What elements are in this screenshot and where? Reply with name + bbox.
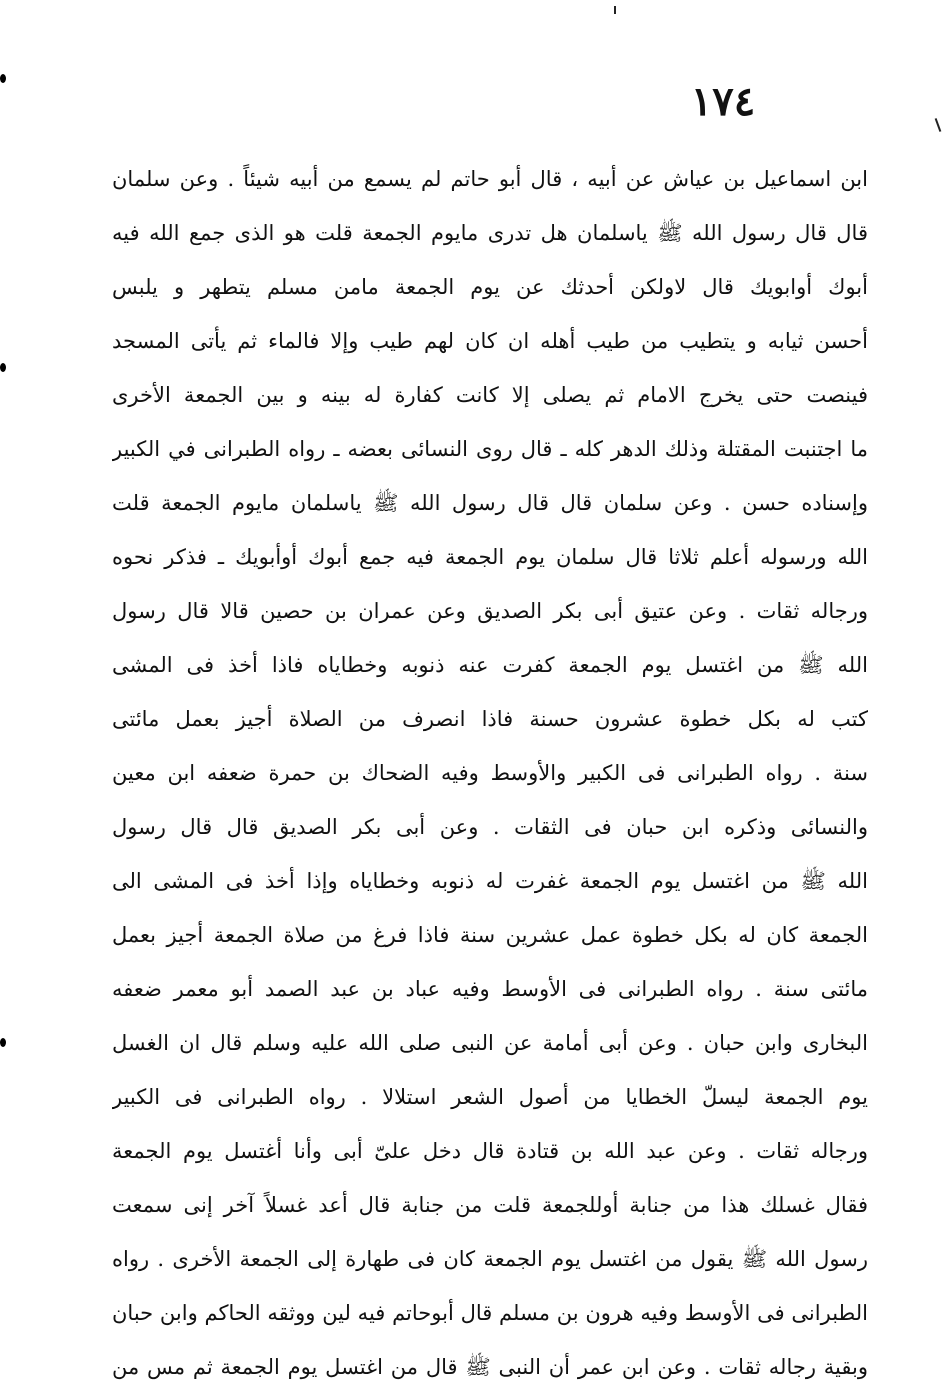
text-line: أبوك أوابويك قال لاولكن أحدثك عن يوم الجمعة مامن مسلم يتطهر و يلبس xyxy=(112,275,868,299)
text-line: ورجاله ثقات . وعن عتيق أبى بكر الصديق وعن عمران بن حصين قالا قال رسول xyxy=(112,599,868,623)
text-line: الجمعة كان له بكل خطوة عمل عشرين سنة فاذا فرغ من صلاة الجمعة أجيز بعمل xyxy=(112,923,868,947)
ink-speck xyxy=(614,6,616,14)
text-line: فينصت حتى يخرج الامام ثم يصلى إلا كانت كفارة له بينه و بين الجمعة الأخرى xyxy=(112,383,868,407)
text-line: ابن اسماعيل بن عياش عن أبيه ، قال أبو حاتم لم يسمع من أبيه شيئاً . وعن سلمان xyxy=(112,167,868,191)
text-line: الله ﷺ من اغتسل يوم الجمعة غفرت له ذنوبه وخطاياه وإذا أخذ فى المشى الى xyxy=(112,869,868,893)
text-line: ورجاله ثقات . وعن عبد الله بن قتادة قال دخل علىّ أبى وأنا أغتسل يوم الجمعة xyxy=(112,1139,868,1163)
text-line: الله ﷺ من اغتسل يوم الجمعة كفرت عنه ذنوبه وخطاياه فاذا أخذ فى المشى xyxy=(112,653,868,677)
text-line: وبقية رجاله ثقات . وعن ابن عمر أن النبى ﷺ قال من اغتسل يوم الجمعة ثم مس من xyxy=(112,1355,868,1379)
left-margin-dot xyxy=(0,363,6,372)
text-line: مائتى سنة . رواه الطبرانى فى الأوسط وفيه عباد بن عبد الصمد أبو معمر ضعفه xyxy=(112,977,868,1001)
text-line: قال قال رسول الله ﷺ ياسلمان هل تدرى مايوم الجمعة قلت هو الذى جمع الله فيه xyxy=(112,221,868,245)
text-line: والنسائى وذكره ابن حبان فى الثقات . وعن أبى بكر الصديق قال قال رسول xyxy=(112,815,868,839)
page-number: ١٧٤ xyxy=(690,78,756,125)
ink-speck xyxy=(935,118,942,132)
text-line: الطبرانى فى الأوسط وفيه هرون بن مسلم قال أبوحاتم فيه لين ووثقه الحاكم وابن حبان xyxy=(112,1301,868,1325)
body-text xyxy=(112,152,868,1394)
text-line: رسول الله ﷺ يقول من اغتسل يوم الجمعة كان فى طهارة إلى الجمعة الأخرى . رواه xyxy=(112,1247,868,1271)
text-line: الله ورسوله أعلم ثلاثا قال سلمان يوم الجمعة فيه جمع أبوك أوأبويك ـ فذكر نحوه xyxy=(112,545,868,569)
text-line: ما اجتنبت المقتلة وذلك الدهر كله ـ قال روى النسائى بعضه ـ رواه الطبرانى في الكبير xyxy=(112,437,868,461)
text-line: كتب له بكل خطوة عشرون حسنة فاذا انصرف من الصلاة أجيز بعمل مائتى xyxy=(112,707,868,731)
text-line: فقال غسلك هذا من جنابة أوللجمعة قلت من جنابة قال أعد غسلاً آخر إنى سمعت xyxy=(112,1193,868,1217)
left-margin-dot xyxy=(0,1038,6,1047)
left-margin-dot xyxy=(0,74,6,83)
text-line: سنة . رواه الطبرانى فى الكبير والأوسط وفيه الضحاك بن حمرة ضعفه ابن معين xyxy=(112,761,868,785)
text-line: وإسناده حسن . وعن سلمان قال قال رسول الله ﷺ ياسلمان مايوم الجمعة قلت xyxy=(112,491,868,515)
text-line: يوم الجمعة ليسلّ الخطايا من أصول الشعر استلالا . رواه الطبرانى فى الكبير xyxy=(112,1085,868,1109)
text-line: أحسن ثيابه و يتطيب من طيب أهله ان كان لهم طيب وإلا فالماء ثم يأتى المسجد xyxy=(112,329,868,353)
text-line: البخارى وابن حبان . وعن أبى أمامة عن النبى صلى الله عليه وسلم قال ان الغسل xyxy=(112,1031,868,1055)
